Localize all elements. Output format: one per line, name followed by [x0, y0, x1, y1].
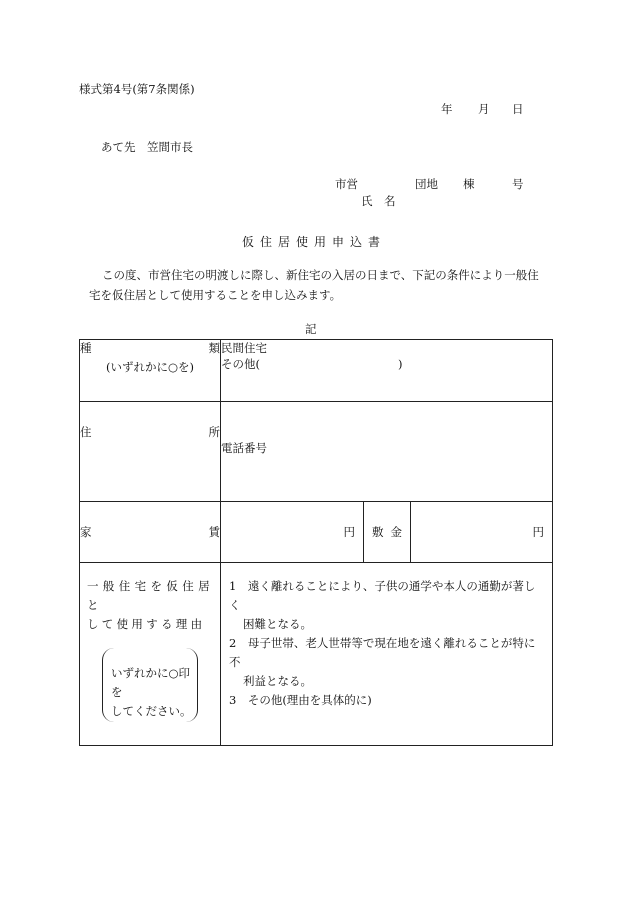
reason-label-cell [80, 563, 221, 746]
type-option-other[interactable]: その他( ) [221, 357, 403, 371]
rent-row [80, 502, 553, 563]
rent-label-left: 家 [80, 525, 92, 539]
intro-line-1: この度、市営住宅の明渡しに際し、新住宅の入居の日まで、下記の条件により一般住 [102, 268, 539, 282]
reason-options-cell[interactable] [221, 563, 553, 746]
reason-1[interactable] [229, 577, 544, 634]
date-year: 年 [441, 102, 453, 116]
address-row [80, 402, 553, 502]
rent-value-cell[interactable] [221, 502, 364, 563]
rent-label-cell [80, 502, 221, 563]
applicant-danchi: 団地 [415, 177, 438, 191]
deposit-value-cell[interactable] [411, 502, 553, 563]
reason-2[interactable] [229, 634, 544, 691]
ki-label: 記 [305, 322, 317, 336]
application-table [79, 339, 553, 746]
address-label-right: 所 [208, 425, 220, 439]
reason-options [221, 563, 552, 710]
applicant-building: 棟 [463, 177, 475, 191]
reason-note-line-1: いずれかに○印を [111, 666, 191, 699]
reason-label-line-2: して使用する理由 [87, 617, 206, 631]
deposit-label-left: 敷 [372, 525, 384, 539]
reason-note-bracket [102, 648, 198, 722]
reason-label-line-1: 一般住宅を仮住居と [87, 579, 213, 612]
type-row [80, 340, 553, 402]
type-option-private[interactable]: 民間住宅 [221, 341, 267, 355]
reason-2-line-1: 2 母子世帯、老人世帯等で現在地を遠く離れることが特に不 [229, 636, 536, 669]
rent-unit: 円 [343, 525, 355, 539]
intro-line-2: 宅を仮住居として使用することを申し込みます。 [89, 288, 342, 302]
addressee: あて先 笠間市長 [101, 140, 193, 154]
reason-note-line-2: してください。 [111, 704, 192, 718]
reason-2-line-2: 利益となる。 [243, 674, 312, 688]
rent-label [80, 524, 220, 540]
reason-3-line: 3 その他(理由を具体的に) [229, 693, 372, 707]
rent-label-right: 賃 [208, 525, 220, 539]
type-sub-label: (いずれかに○を) [105, 360, 194, 374]
date-day: 日 [512, 102, 524, 116]
address-label-left: 住 [80, 425, 92, 439]
page-title: 仮住居使用申込書 [242, 235, 387, 249]
type-label-left: 種 [80, 341, 92, 355]
reason-1-line-1: 1 遠く離れることにより、子供の通学や本人の通勤が著しく [229, 579, 536, 612]
address-value-cell[interactable] [221, 402, 553, 502]
deposit-label-right: 金 [390, 525, 402, 539]
reason-row [80, 563, 553, 746]
reason-1-line-2: 困難となる。 [243, 617, 312, 631]
address-label [80, 424, 220, 440]
applicant-municipal: 市営 [335, 177, 358, 191]
deposit-label [364, 524, 410, 540]
phone-label: 電話番号 [221, 441, 267, 455]
type-label [80, 340, 220, 356]
deposit-label-cell [364, 502, 411, 563]
type-label-right: 類 [208, 341, 220, 355]
type-label-cell [80, 340, 221, 402]
form-number: 様式第4号(第7条関係) [79, 82, 195, 96]
deposit-unit: 円 [532, 525, 544, 539]
address-label-cell [80, 402, 221, 502]
reason-3[interactable] [229, 691, 544, 710]
applicant-name-label: 氏 名 [361, 194, 396, 208]
applicant-number: 号 [512, 177, 524, 191]
type-value-cell[interactable] [221, 340, 553, 402]
reason-label [80, 563, 220, 634]
date-month: 月 [478, 102, 490, 116]
